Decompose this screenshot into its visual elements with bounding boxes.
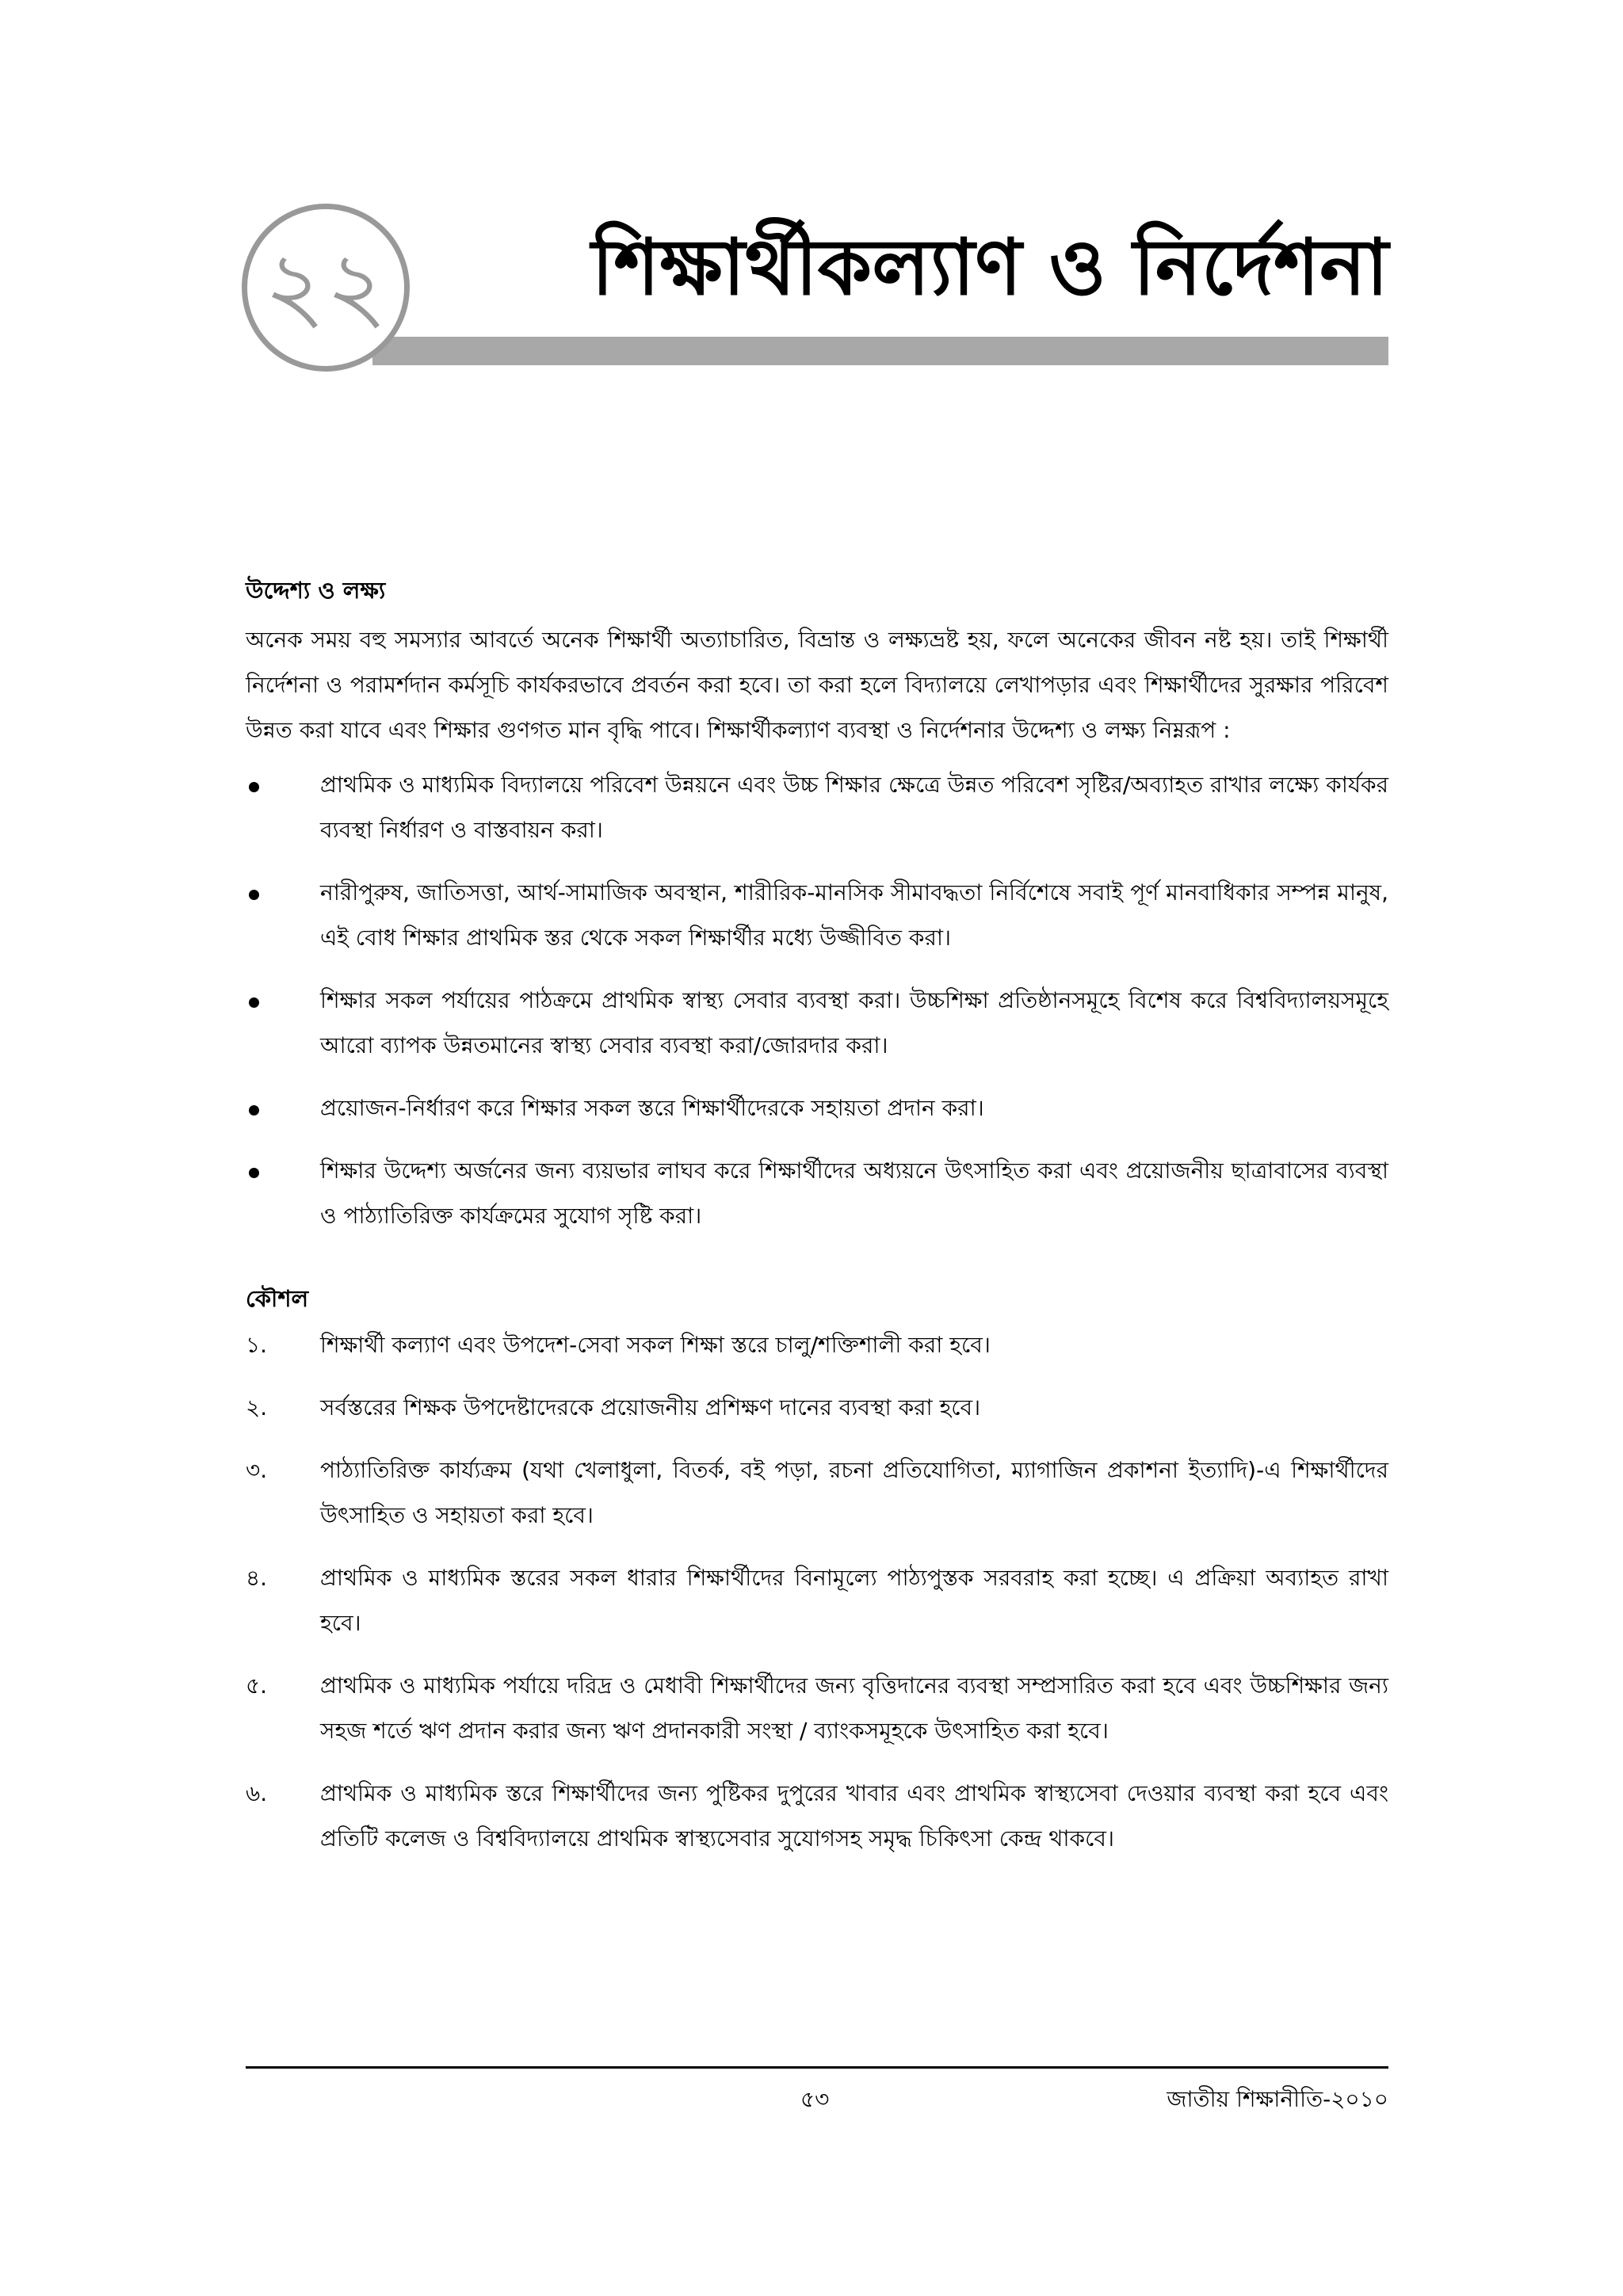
bullet-icon <box>249 1105 259 1116</box>
list-item-number: ৪. <box>246 1565 268 1591</box>
bullet-icon <box>249 782 259 792</box>
chapter-title: শিক্ষার্থীকল্যাণ ও নির্দেশনা <box>591 223 1388 313</box>
list-item-text: শিক্ষার সকল পর্যায়ের পাঠক্রমে প্রাথমিক স্বাস্থ্য সেবার ব্যবস্থা করা। উচ্চশিক্ষা প্রতিষ্ঠানসমূহে বিশেষ করে বিশ্ববিদ্যালয়সমূহে আরো ব্যাপক উন্নতমানের স্বাস্থ্য সেবার ব্যবস্থা করা/জোরদার করা। <box>320 987 1388 1058</box>
list-item-text: প্রাথমিক ও মাধ্যমিক বিদ্যালয়ে পরিবেশ উন্নয়নে এবং উচ্চ শিক্ষার ক্ষেত্রে উন্নত পরিবেশ সৃষ্টির/অব্যাহত রাখার লক্ষ্যে কার্যকর ব্যবস্থা নির্ধারণ ও বাস্তবায়ন করা। <box>320 772 1388 843</box>
chapter-number-badge <box>242 204 410 372</box>
strategy-numbered-list <box>246 1322 1388 1861</box>
bullet-icon <box>249 890 259 900</box>
list-item-text: প্রাথমিক ও মাধ্যমিক স্তরের সকল ধারার শিক্ষার্থীদের বিনামূল্যে পাঠ্যপুস্তক সরবরাহ করা হচ্ছে। এ প্রক্রিয়া অব্যাহত রাখা হবে। <box>320 1565 1388 1636</box>
page-number: ৫৩ <box>800 2086 830 2112</box>
list-item-text: নারীপুরুষ, জাতিসত্তা, আর্থ-সামাজিক অবস্থান, শারীরিক-মানসিক সীমাবদ্ধতা নির্বিশেষে সবাই পূর্ণ মানবাধিকার সম্পন্ন মানুষ, এই বোধ শিক্ষার প্রাথমিক স্তর থেকে সকল শিক্ষার্থীর মধ্যে উজ্জীবিত করা। <box>320 879 1388 951</box>
list-item-text: শিক্ষার্থী কল্যাণ এবং উপদেশ-সেবা সকল শিক্ষা স্তরে চালু/শক্তিশালী করা হবে। <box>320 1332 991 1358</box>
list-item-text: প্রয়োজন-নির্ধারণ করে শিক্ষার সকল স্তরে শিক্ষার্থীদেরকে সহায়তা প্রদান করা। <box>320 1095 984 1121</box>
bullet-icon <box>249 1168 259 1178</box>
list-item-number: ৩. <box>246 1457 268 1483</box>
list-item-text: শিক্ষার উদ্দেশ্য অর্জনের জন্য ব্যয়ভার লাঘব করে শিক্ষার্থীদের অধ্যয়নে উৎসাহিত করা এবং প্রয়োজনীয় ছাত্রাবাসের ব্যবস্থা ও পাঠ্যাতিরিক্ত কার্যক্রমের সুযোগ সৃষ্টি করা। <box>320 1158 1388 1229</box>
list-item <box>246 1447 1388 1538</box>
list-item <box>246 1555 1388 1646</box>
list-item-text: পাঠ্যাতিরিক্ত কার্য্যক্রম (যথা খেলাধুলা, বিতর্ক, বই পড়া, রচনা প্রতিযোগিতা, ম্যাগাজিন প্রকাশনা ইত্যাদি)-এ শিক্ষার্থীদের উৎসাহিত ও সহায়তা করা হবে। <box>320 1457 1388 1528</box>
list-item <box>246 1148 1388 1238</box>
list-item <box>246 1771 1388 1861</box>
list-item-text: সর্বস্তরের শিক্ষক উপদেষ্টাদেরকে প্রয়োজনীয় প্রশিক্ষণ দানের ব্যবস্থা করা হবে। <box>320 1394 981 1421</box>
chapter-header-bar <box>372 337 1388 365</box>
chapter-number: ২২ <box>263 232 388 342</box>
list-item <box>246 762 1388 852</box>
list-item <box>246 1322 1388 1367</box>
list-item-number: ১. <box>246 1332 268 1358</box>
list-item-text: প্রাথমিক ও মাধ্যমিক স্তরে শিক্ষার্থীদের জন্য পুষ্টিকর দুপুরের খাবার এবং প্রাথমিক স্বাস্থ্যসেবা দেওয়ার ব্যবস্থা করা হবে এবং প্রতিটি কলেজ ও বিশ্ববিদ্যালয়ে প্রাথমিক স্বাস্থ্যসেবার সুযোগসহ সমৃদ্ধ চিকিৎসা কেন্দ্র থাকবে। <box>320 1780 1388 1852</box>
list-item <box>246 978 1388 1068</box>
list-item <box>246 1085 1388 1131</box>
section-heading-strategy: কৌশল <box>246 1285 309 1312</box>
section-heading-objectives: উদ্দেশ্য ও লক্ষ্য <box>246 577 386 604</box>
list-item <box>246 1663 1388 1753</box>
list-item-text: প্রাথমিক ও মাধ্যমিক পর্যায়ে দরিদ্র ও মেধাবী শিক্ষার্থীদের জন্য বৃত্তিদানের ব্যবস্থা সম্প্রসারিত করা হবে এবং উচ্চশিক্ষার জন্য সহজ শর্তে ঋণ প্রদান করার জন্য ঋণ প্রদানকারী সংস্থা / ব্যাংকসমূহকে উৎসাহিত করা হবে। <box>320 1672 1388 1744</box>
list-item-number: ৬. <box>246 1780 268 1806</box>
document-name: জাতীয় শিক্ষানীতি-২০১০ <box>1167 2086 1388 2112</box>
objectives-intro-paragraph: অনেক সময় বহু সমস্যার আবর্তে অনেক শিক্ষার্থী অত্যাচারিত, বিভ্রান্ত ও লক্ষ্যভ্রষ্ট হয়, ফলে অনেকের জীবন নষ্ট হয়। তাই শিক্ষার্থী নির্দেশনা ও পরামর্শদান কর্মসূচি কার্যকরভাবে প্রবর্তন করা হবে। তা করা হলে বিদ্যালয়ে লেখাপড়ার এবং শিক্ষার্থীদের সুরক্ষার পরিবেশ উন্নত করা যাবে এবং শিক্ষার গুণগত মান বৃদ্ধি পাবে। শিক্ষার্থীকল্যাণ ব্যবস্থা ও নির্দেশনার উদ্দেশ্য ও লক্ষ্য নিম্নরূপ : <box>246 627 1388 743</box>
list-item-number: ৫. <box>246 1672 268 1699</box>
bullet-icon <box>249 997 259 1008</box>
objectives-bullet-list <box>246 762 1388 1238</box>
chapter-body <box>246 566 1388 1878</box>
list-item <box>246 1385 1388 1430</box>
footer-divider <box>246 2066 1388 2069</box>
list-item <box>246 870 1388 960</box>
list-item-number: ২. <box>246 1394 268 1421</box>
